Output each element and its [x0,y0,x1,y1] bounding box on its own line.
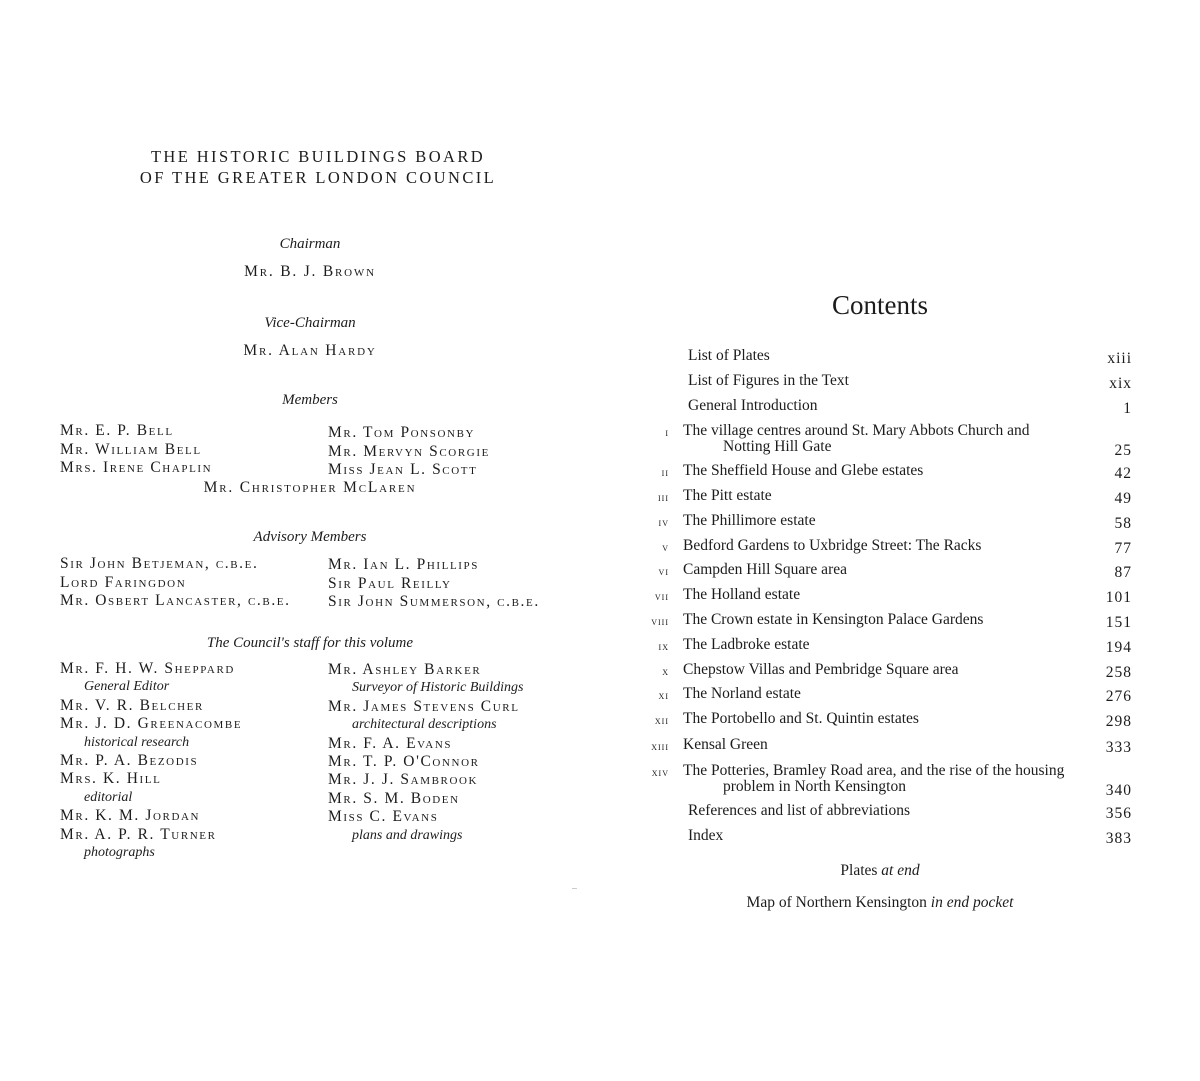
staff-role: General Editor [84,679,170,695]
advisory-member-name: Sir Paul Reilly [328,574,452,592]
toc-page-number: 58 [1114,515,1132,532]
member-name: Miss Jean L. Scott [328,461,478,478]
staff-name: Mr. A. P. R. Turner [60,825,217,843]
toc-page-number: 298 [1105,713,1132,730]
staff-name: Mr. P. A. Bezodis [60,752,199,770]
toc-title-line: The Norland estate [683,685,801,702]
staff-role: photographs [84,845,155,861]
toc-page-number: 356 [1105,805,1132,822]
toc-title [683,686,1093,702]
member-name: Mr. William Bell [60,440,202,458]
chairman-heading: Chairman [279,236,341,252]
staff-role: historical research [84,734,190,750]
advisory-member-name: Lord Faringdon [60,573,187,591]
toc-chapter-number: xi [658,690,669,702]
toc-chapter-number: v [662,542,669,554]
toc-title [688,828,1098,844]
map-text: Map of Northern Kensington [746,894,927,911]
plates-text: Plates [840,862,878,879]
advisory-member-name: Sir John Betjeman, c.b.e. [60,555,259,572]
toc-page-number: 42 [1114,465,1132,482]
member-name: Mr. E. P. Bell [60,422,174,439]
toc-chapter-number: xiv [651,767,669,779]
staff-name: Mr. J. D. Greenacombe [60,715,243,733]
toc-title [683,423,1093,455]
toc-title [683,711,1093,727]
toc-chapter-number: iii [658,492,669,504]
contents-title: Contents [831,290,928,320]
toc-title [683,538,1093,554]
toc-page-number: xix [1109,375,1132,392]
staff-name: Mr. J. J. Sambrook [328,771,479,789]
toc-title-line: The Ladbroke estate [683,636,810,653]
toc-chapter-number: ii [661,467,669,479]
toc-title [683,612,1093,628]
staff-name: Mr. James Stevens Curl [328,697,520,715]
board-title-line-1: THE HISTORIC BUILDINGS BOARD [150,147,486,166]
staff-heading: The Council's staff for this volume [206,635,414,651]
staff-name: Mrs. K. Hill [60,770,162,788]
toc-title-line: List of Plates [688,347,770,364]
toc-title [683,488,1093,504]
toc-chapter-number: iv [658,517,669,529]
advisory-member-name: Sir John Summerson, c.b.e. [328,593,540,610]
toc-title-line: References and list of abbreviations [688,802,911,819]
toc-page-number: 340 [1105,782,1132,799]
staff-role: Surveyor of Historic Buildings [352,680,524,696]
toc-chapter-number: xii [654,715,669,727]
toc-title-line: The village centres around St. Mary Abbots Church and [683,422,1030,439]
staff-name: Mr. K. M. Jordan [60,807,201,825]
toc-title [688,348,1098,364]
toc-page-number: 194 [1105,639,1132,656]
vice-chairman-name: Mr. Alan Hardy [243,342,377,359]
toc-page-number: 49 [1114,490,1132,507]
toc-title [683,562,1093,578]
member-name: Mrs. Irene Chaplin [60,459,213,476]
advisory-right-column [328,556,540,612]
members-heading: Members [282,392,338,408]
staff-name: Mr. T. P. O'Connor [328,753,480,771]
toc-title-line: General Introduction [688,397,818,414]
toc-title-line: The Portobello and St. Quintin estates [683,710,919,727]
toc-title [683,587,1093,603]
toc-title [688,373,1098,389]
staff-role: plans and drawings [352,827,463,843]
member-name: Mr. Tom Ponsonby [328,424,476,441]
staff-role: architectural descriptions [352,717,497,733]
toc-page-number: 383 [1105,830,1132,847]
member-name-centered: Mr. Christopher McLaren [203,479,417,496]
staff-name: Mr. S. M. Boden [328,789,460,807]
advisory-left-column [60,555,291,611]
board-title [118,146,518,188]
toc-title [688,398,1098,414]
toc-page-number: 25 [1114,442,1132,459]
staff-name: Mr. Ashley Barker [328,661,482,678]
toc-chapter-number: viii [651,616,669,628]
vice-chairman-heading: Vice-Chairman [264,315,356,331]
toc-chapter-number: x [662,666,669,678]
staff-name: Miss C. Evans [328,808,439,826]
toc-title [683,737,1093,753]
toc-title-continuation: Notting Hill Gate [723,438,832,455]
members-right-column [328,424,490,480]
member-name: Mr. Mervyn Scorgie [328,442,490,460]
toc-title [683,513,1093,529]
toc-title [683,763,1093,795]
toc-title-line: List of Figures in the Text [688,372,849,389]
toc-chapter-number: vii [654,591,669,603]
toc-title-line: The Potteries, Bramley Road area, and the rise of the housing [683,762,1065,779]
toc-chapter-number: i [665,427,669,439]
scan-speck [572,888,577,889]
toc-title-line: The Crown estate in Kensington Palace Gardens [683,611,984,628]
toc-title-line: Kensal Green [683,736,768,753]
board-title-line-2: OF THE GREATER LONDON COUNCIL [139,168,497,187]
staff-name: Mr. F. A. Evans [328,734,453,752]
toc-title-continuation: problem in North Kensington [723,778,906,795]
staff-name: Mr. F. H. W. Sheppard [60,660,235,677]
toc-title-line: The Phillimore estate [683,512,816,529]
toc-title-line: Index [688,827,724,844]
toc-title-line: Chepstow Villas and Pembridge Square area [683,661,959,678]
plates-note [780,862,980,880]
toc-page-number: 258 [1105,664,1132,681]
toc-chapter-number: xiii [651,741,669,753]
toc-title [683,637,1093,653]
toc-title-line: The Sheffield House and Glebe estates [683,462,924,479]
toc-title-line: Bedford Gardens to Uxbridge Street: The Racks [683,537,982,554]
toc-title [683,662,1093,678]
plates-italic: at end [881,862,920,879]
advisory-member-name: Mr. Osbert Lancaster, c.b.e. [60,592,291,609]
toc-page-number: 151 [1105,614,1132,631]
toc-page-number: 87 [1114,564,1132,581]
toc-title [688,803,1098,819]
toc-page-number: 1 [1123,400,1132,417]
staff-name: Mr. V. R. Belcher [60,696,204,714]
toc-title [683,463,1093,479]
toc-page-number: 276 [1105,688,1132,705]
toc-title-line: Campden Hill Square area [683,561,847,578]
staff-left-column [60,660,242,862]
map-italic: in end pocket [930,894,1014,911]
map-note [680,894,1080,912]
toc-title-line: The Pitt estate [683,487,772,504]
staff-right-column [328,661,524,845]
toc-page-number: 333 [1105,739,1132,756]
advisory-members-heading: Advisory Members [253,529,367,545]
chairman-name: Mr. B. J. Brown [244,263,376,280]
toc-page-number: 77 [1114,540,1132,557]
advisory-member-name: Mr. Ian L. Phillips [328,556,479,573]
staff-role: editorial [84,789,133,805]
toc-page-number: 101 [1105,589,1132,606]
toc-title-line: The Holland estate [683,586,801,603]
toc-page-number: xiii [1107,350,1132,367]
members-left-column [60,422,212,478]
toc-chapter-number: vi [658,566,669,578]
toc-chapter-number: ix [658,641,669,653]
